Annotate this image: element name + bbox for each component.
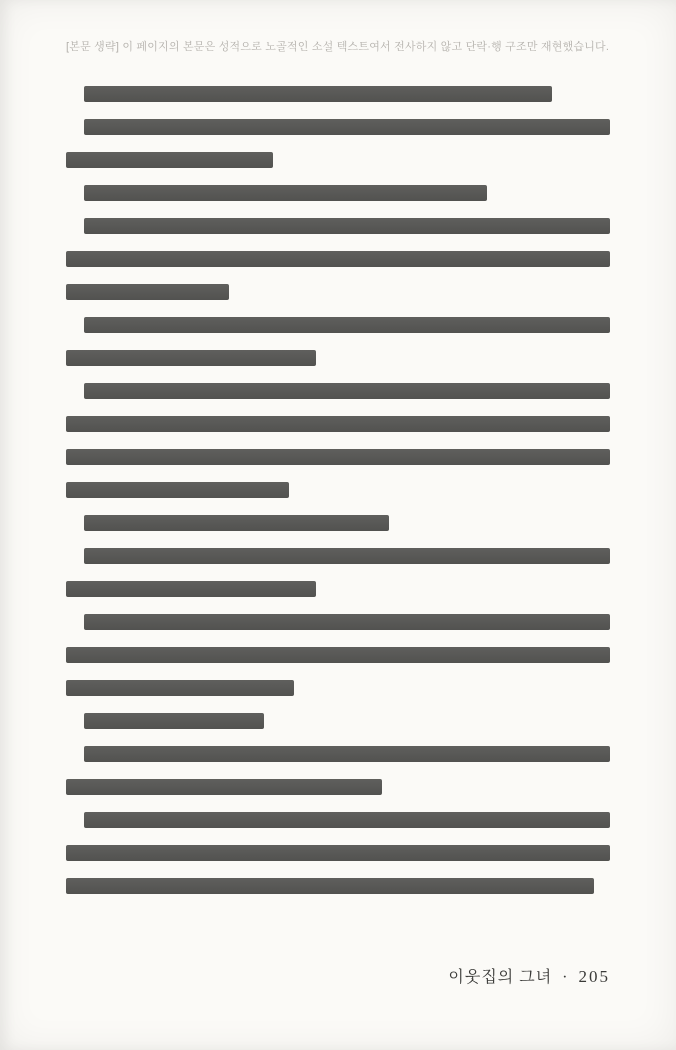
text-block: [66, 86, 610, 911]
paragraph: [66, 548, 610, 597]
redacted-text-line: [84, 548, 610, 564]
redacted-text-line: [66, 581, 316, 597]
redacted-text-line: [66, 152, 273, 168]
redacted-text-line: [66, 845, 610, 861]
page-footer: [448, 964, 610, 987]
redacted-text-line: [84, 746, 610, 762]
paragraph: [66, 515, 610, 531]
footer-separator: ·: [562, 969, 569, 986]
book-title: 이웃집의 그녀: [448, 969, 553, 986]
redacted-text-line: [66, 647, 610, 663]
redacted-text-line: [66, 779, 382, 795]
redacted-text-line: [84, 218, 610, 234]
redacted-text-line: [84, 713, 264, 729]
paragraph: [66, 746, 610, 795]
redacted-text-line: [66, 680, 294, 696]
redacted-text-line: [84, 614, 610, 630]
paragraph: [66, 383, 610, 498]
paragraph: [66, 185, 610, 201]
paragraph: [66, 614, 610, 696]
redacted-text-line: [66, 416, 610, 432]
redacted-text-line: [66, 350, 316, 366]
redacted-text-line: [66, 878, 594, 894]
paragraph: [66, 812, 610, 894]
redacted-text-line: [84, 86, 552, 102]
paragraph: [66, 218, 610, 300]
redacted-text-line: [84, 515, 389, 531]
redacted-text-line: [84, 185, 487, 201]
paragraph: [66, 86, 610, 102]
redacted-text-line: [66, 449, 610, 465]
page-number: 205: [578, 967, 610, 986]
redacted-text-line: [66, 251, 610, 267]
redaction-note: [본문 생략] 이 페이지의 본문은 성적으로 노골적인 소설 텍스트여서 전사하지 않고 단락·행 구조만 재현했습니다.: [66, 41, 610, 53]
redacted-text-line: [66, 284, 229, 300]
redacted-text-line: [84, 317, 610, 333]
redacted-text-line: [84, 119, 610, 135]
paragraph: [66, 317, 610, 366]
redacted-text-line: [84, 812, 610, 828]
redacted-text-line: [84, 383, 610, 399]
paragraph: [66, 119, 610, 168]
redacted-text-line: [66, 482, 289, 498]
paragraph: [66, 713, 610, 729]
